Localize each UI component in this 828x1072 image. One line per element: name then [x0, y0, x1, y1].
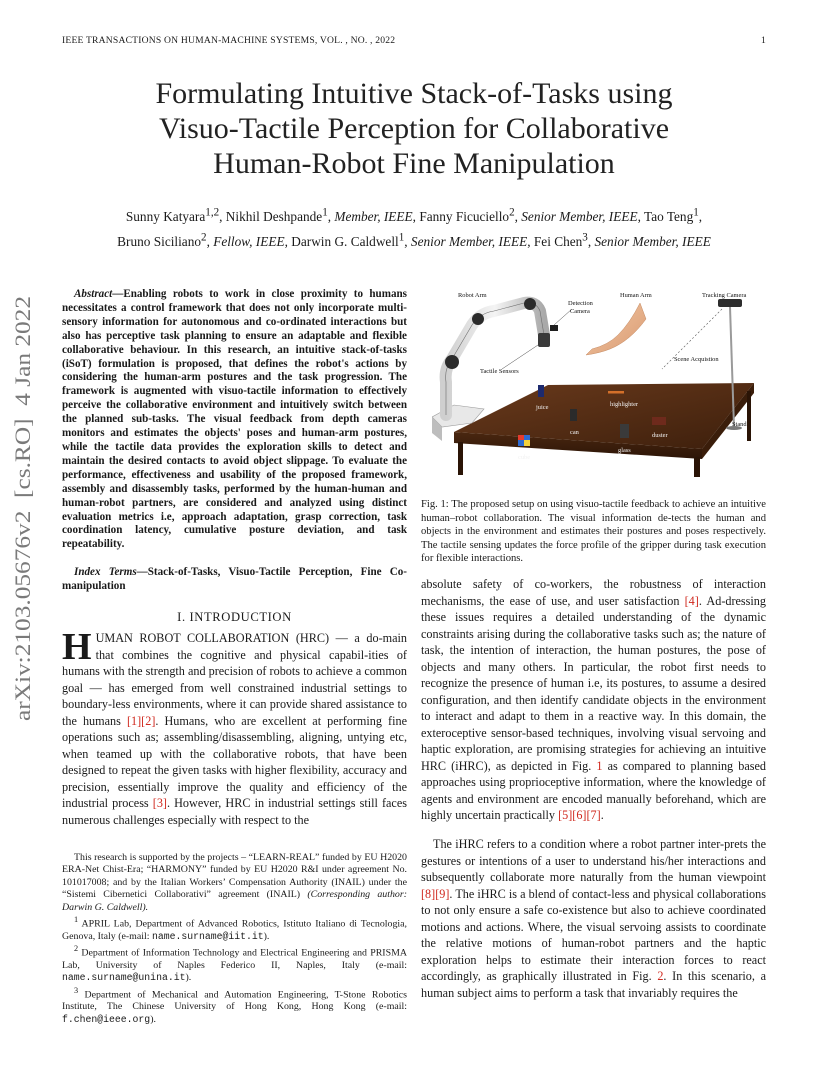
robot-gripper [538, 333, 550, 347]
label-cube: cube [518, 454, 531, 461]
table-leg [747, 391, 751, 441]
label-glass: glass [618, 447, 631, 454]
label-detection-camera-2: Camera [570, 308, 590, 315]
section-heading-introduction: I. INTRODUCTION [177, 610, 292, 624]
aff2-close: ). [185, 972, 192, 984]
abstract [62, 288, 407, 552]
running-header [62, 35, 766, 46]
authors-line-1-render: Sunny Katyara$^{1,2}$, Nikhil Deshpande$^1$, Member, IEEE, Fanny Ficuciello$^2$, Senior Member, IEEE, Tao Teng$^1$, [125, 207, 703, 225]
authors-line-2 [70, 227, 758, 251]
r1-text-b: . Ad-dressing these issues requires a detailed understanding of the dynamic constraints arising during the collaborative tasks such as; the nature of task, the intention of interaction, the human postures, the pose of objects and many others. In particular, the robot first needs to recognize the presence of human i.e, its postures, to assume a desired configuration, and then identify candidate objects in the environment to interact and adapt to them in a reactive way. In this domain, the exteroceptive sensor-based techniques, involving visual servoing and haptic exploration, are promising strategies for achieving an intuitive HRC (iHRC), as depicted in Fig. [421, 593, 766, 773]
aff1-sup: 1 [74, 915, 79, 925]
label-tactile-sensors: Tactile Sensors [480, 368, 519, 375]
citation-link[interactable]: [4] [684, 593, 699, 608]
corresponding-author: (Corresponding author: Darwin G. Caldwell). [62, 889, 407, 913]
abstract-lead: Abstract [74, 288, 113, 300]
intro-text-b: . Humans, who are excellent at performing fine operations such as; assembling/disassembling, aligning, untying etc, when teamed up with the collaborative robots, that have been designed to repeat the given tasks with higher flexibility, accuracy and precision, essentially improve the quality and efficiency of the industrial process [62, 713, 407, 810]
duster-object [652, 417, 666, 425]
tracking-camera [718, 299, 742, 307]
label-human-arm: Human Arm [620, 292, 652, 299]
figure-1-caption: Fig. 1: The proposed setup on using visuo-tactile feedback to achieve an intuitive human–robot collaboration. The visual information de-tects the human and objects in the environment and estimates their postures and poses respectively. The tactile sensing updates the force profile of the gripper during task execution for flexible interactions. [421, 499, 766, 564]
authors-line-2-render: Bruno Siciliano$^2$, Fellow, IEEE, Darwin G. Caldwell$^1$, Senior Member, IEEE, Fei Chen$^3$, Senior Member, IEEE [117, 231, 711, 249]
title-line-3: Human-Robot Fine Manipulation [213, 147, 615, 180]
footnote-affiliation-2 [62, 943, 407, 985]
r1-text-a: absolute safety of co-workers, the robustness of interaction mechanisms, the ease of use, and user satisfaction [421, 577, 766, 608]
robot-joint [472, 313, 484, 325]
label-duster: duster [652, 432, 668, 439]
page-number: 1 [761, 35, 766, 46]
detection-camera [550, 325, 558, 331]
r1-text-d: . [600, 808, 604, 822]
aff2-text: Department of Information Technology and Electrical Engineering and PRISMA Lab, University of Naples Federico II, Naples, Italy (e-mail: [62, 947, 407, 971]
citation-link[interactable]: [8][9] [421, 886, 450, 901]
glass-object [620, 424, 629, 438]
author-list [70, 203, 758, 252]
r1-text-c: as compared to planning based approaches using proprioceptive information, where the knowledge of agents and environment are encoded manually beforehand, which are highly uncertain practically [421, 758, 766, 822]
drop-cap: H [62, 626, 92, 668]
citation-link[interactable]: [3] [152, 796, 167, 810]
figure-1-illustration [432, 287, 754, 477]
label-scene-acquisition: Scene Acquistion [674, 356, 719, 363]
intro-text-c: . However, HRC in industrial settings still faces numerous challenges especially with respect to the [62, 796, 407, 827]
arxiv-stamp-text: arXiv:2103.05676v2 [cs.RO] 4 Jan 2022 [10, 343, 35, 721]
highlighter-object [608, 391, 624, 394]
paper-title [90, 76, 738, 181]
juice-object [538, 385, 544, 397]
aff1-email[interactable]: name.surname@iit.it [151, 930, 264, 942]
right-column-paragraph-2 [421, 836, 766, 1001]
arxiv-stamp [5, 296, 37, 721]
aff3-text: Department of Mechanical and Automation Engineering, T-Stone Robotics Institute, The Chinese University of Hong Kong, Hong Kong (e-mail: [62, 988, 407, 1013]
footnote-affiliation-3 [62, 985, 407, 1027]
index-terms [62, 566, 407, 594]
index-terms-lead: Index Terms [74, 566, 137, 578]
right-column-paragraph-1 [421, 576, 766, 824]
citation-link[interactable]: [5][6][7] [558, 808, 601, 822]
authors-line-1 [70, 203, 758, 227]
intro-smallcaps: UMAN ROBOT COLLABORATION (HRC) [95, 631, 330, 645]
robot-joint [524, 298, 536, 310]
index-terms-text: —Stack-of-Tasks, Visuo-Tactile Perception, Fine Co-manipulation [62, 566, 407, 592]
label-juice: juice [536, 404, 549, 411]
aff3-close: ). [150, 1013, 156, 1025]
label-stand: Stand [732, 421, 747, 428]
cube-object [518, 435, 530, 446]
figure-link[interactable]: 2 [657, 969, 664, 983]
title-line-1: Formulating Intuitive Stack-of-Tasks using [155, 77, 673, 110]
abstract-text: —Enabling robots to work in close proximity to humans necessitates a control framework that does not only incorporate multi-sensory information for autonomous and co-ordinated interactions but also has perceptive task planning to ensure an adaptable and flexible collaborative behaviour. In this research, an intuitive stack-of-tasks (iSoT) formulation is proposed, that defines the robot's actions by considering the human-arm postures and the task progression. The framework is augmented with visuo-tactile information to effectively perceive the collaborative environment and intuitively switch between the planned sub-tasks. The visual feedback from depth cameras monitors and estimates the objects' poses and human-arm postures, while the tactile data provides the exploration skills to detect and maintain the desired contacts to avoid object slippage. To evaluate the performance, effectiveness and usability of the proposed framework, assembly and disassembly tasks, performed by the human-human and human-robot partners, are considered and analyzed using distinct evaluation metrics i.e, approach adaptation, grasp correction, task coordination latency, cumulative posture deviation, and task repeatability. [62, 288, 407, 551]
aff1-close: ). [263, 930, 270, 942]
intro-paragraph [62, 626, 407, 828]
human-arm [586, 303, 646, 355]
table-leg [694, 457, 700, 477]
label-tracking-camera: Tracking Camera [702, 292, 747, 299]
r2-text-c: . In this scenario, a human subject aims to perform a task that invariably requires the [421, 969, 766, 1000]
label-highlighter: highlighter [610, 401, 639, 408]
r2-text-a: The iHRC refers to a condition where a robot partner inter-prets the gestures or intentions of a user to understand his/her interactions and subsequently collaborate more naturally from the human viewpoint [421, 837, 766, 884]
figure-link[interactable]: 1 [596, 758, 603, 773]
aff3-email[interactable]: f.chen@ieee.org [62, 1013, 151, 1025]
robot-joint [445, 355, 459, 369]
footnote-funding [62, 852, 407, 914]
label-robot-arm: Robot Arm [458, 292, 487, 299]
table-leg [458, 442, 463, 475]
footnote-affiliation-1 [62, 914, 407, 943]
journal-header: IEEE TRANSACTIONS ON HUMAN-MACHINE SYSTEMS, VOL. , NO. , 2022 [62, 35, 396, 46]
can-object [570, 409, 577, 421]
intro-text-a: — a do-main that combines the cognitive and physical capabil-ities of humans with the strength and precision of robots to achieve a common goal — has emerged from well constrained industrial settings to boundary-less environments, where it can provide shared assistance to the humans [62, 631, 407, 728]
title-line-2: Visuo-Tactile Perception for Collaborative [158, 112, 670, 145]
aff3-sup: 3 [74, 985, 79, 995]
aff2-email[interactable]: name.surname@unina.it [62, 972, 186, 984]
r2-text-b: . The iHRC is a blend of contact-less and physical collaborations to not only ensure a safe co-existence but also to achieve coordinated motions and actions. Where, the visual servoing assists to coordinate the relative motions of human-robot partners and the haptic exploration helps to estimate their interaction forces to react accordingly, as graphically illustrated in Fig. [421, 886, 766, 983]
funding-text: This research is supported by the projects – “LEARN-REAL” funded by EU H2020 ERA-Net Chist-Era; “HARMONY” funded by EU H2020 R&I under agreement No. 101017008; and by the Italian Workers’ Compensation Authority (INAIL) under the “Sistemi Cibernetici Collaborativi” agreement (INAIL) [62, 852, 407, 901]
label-can: can [570, 429, 579, 436]
aff1-text: APRIL Lab, Department of Advanced Robotics, Istituto Italiano di Tecnologia, Genova, Italy (e-mail: [62, 918, 407, 942]
footnotes [62, 852, 407, 1026]
aff2-sup: 2 [74, 944, 79, 954]
tactile-pointer [502, 345, 538, 369]
citation-link[interactable]: [1][2] [126, 713, 156, 728]
label-detection-camera: Detection [568, 300, 593, 307]
